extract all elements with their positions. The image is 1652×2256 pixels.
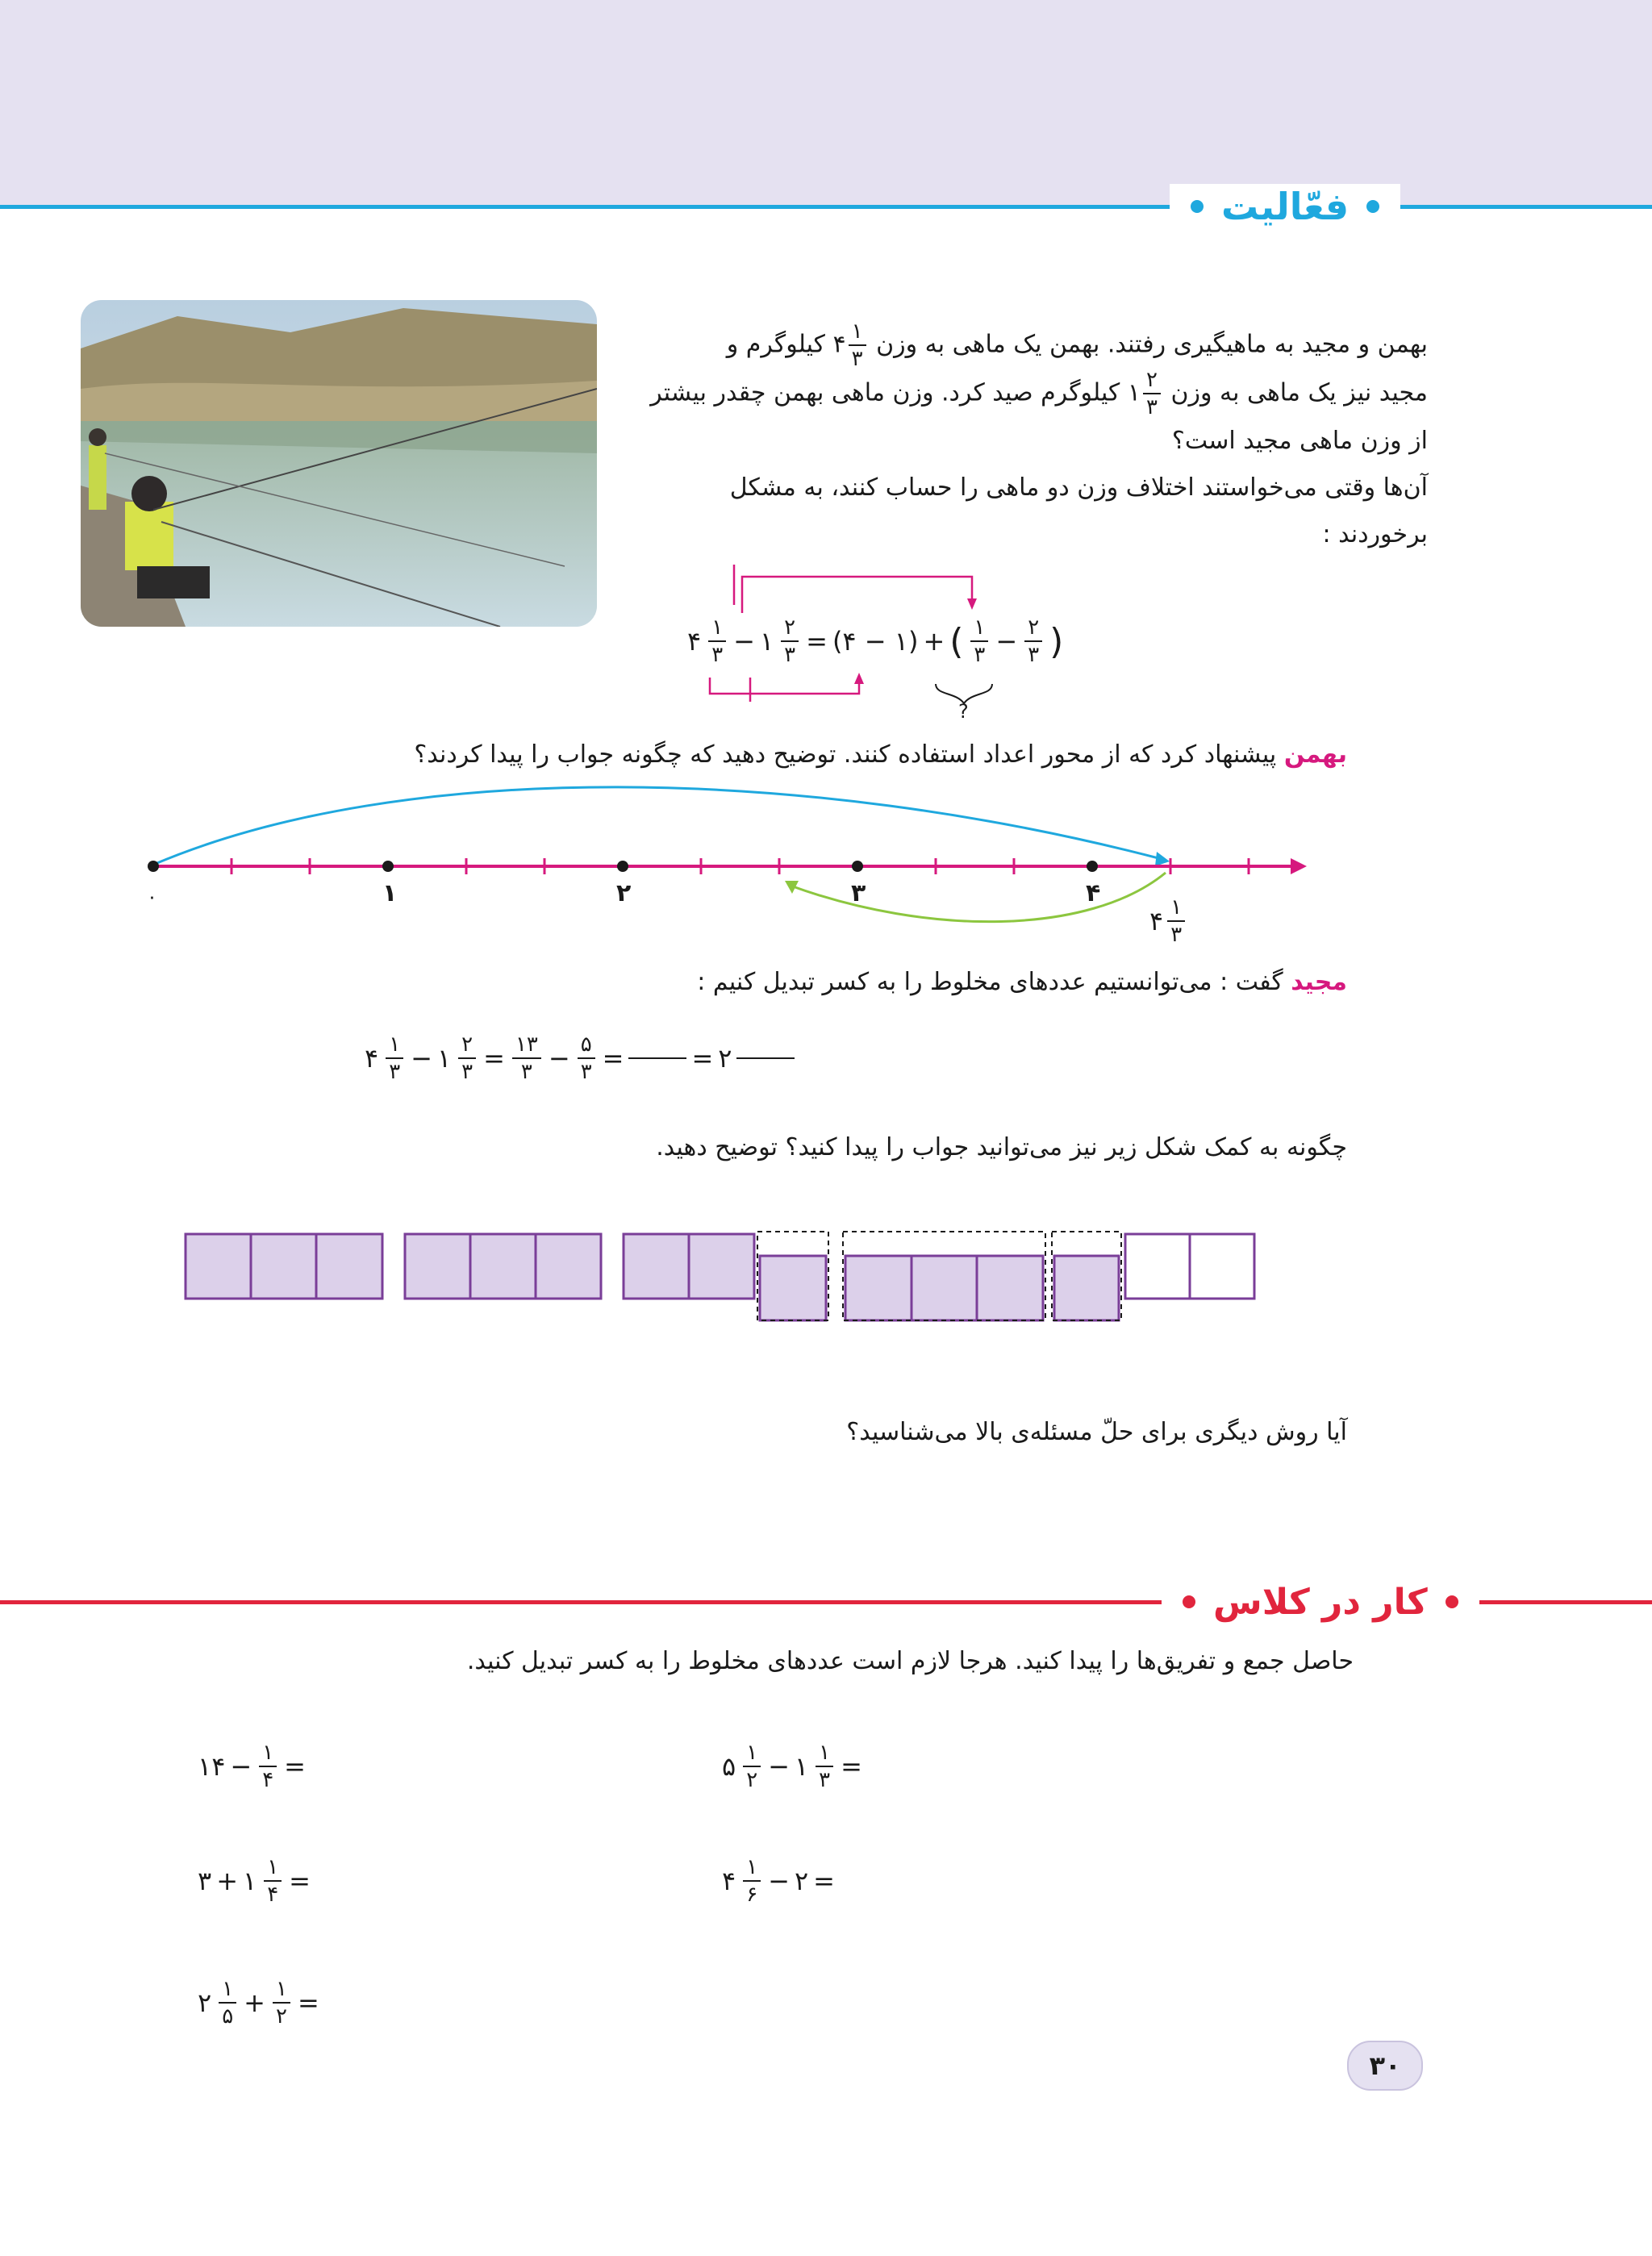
majid-text: گفت : می‌توانستیم عددهای مخلوط را به کسر تبدیل کنیم : <box>697 968 1291 996</box>
exercise-2: ۱۴ − $\frac{۱}{۴}$ = <box>198 1741 306 1792</box>
bullet-dot-icon <box>1191 200 1204 213</box>
close-paren: ) <box>1049 620 1064 662</box>
axis-marker: ۴ $\frac{۱}{۳}$ <box>1149 897 1187 945</box>
fraction: $\frac{۱}{۳}$ <box>1167 897 1185 945</box>
axis-label-0: ۰ <box>147 886 157 908</box>
fraction: $\frac{۱}{۳}$ <box>849 321 866 369</box>
majid-name: مجید <box>1291 968 1347 996</box>
problem-line: از وزن ماهی مجید است؟ <box>1171 427 1428 455</box>
fraction: $\frac{۱}{۵}$ <box>219 1979 236 2027</box>
bahman-text: پیشنهاد کرد که از محور اعداد استفاده کنند. توضیح دهید که چگونه جواب را پیدا کردند؟ <box>414 740 1284 769</box>
question-shape: چگونه به کمک شکل زیر نیز می‌توانید جواب را پیدا کنید؟ توضیح دهید. <box>656 1133 1347 1161</box>
bullet-dot-icon <box>1183 1595 1195 1608</box>
fraction: $\frac{۱}{۳}$ <box>970 617 988 665</box>
fraction: $\frac{۲}{۳}$ <box>458 1034 476 1082</box>
exercise-3: ۴ $\frac{۱}{۶}$ − ۲ = <box>722 1855 835 1907</box>
blank-fraction <box>736 1045 795 1059</box>
fraction: $\frac{۱}{۲}$ <box>743 1742 761 1791</box>
problem-line: مجید نیز یک ماهی به وزن $\frac{۲}{۳}$ ۱ کیلوگرم صید کرد. وزن ماهی بهمن چقدر بیشتر <box>650 368 1428 419</box>
fishing-photo <box>81 300 597 627</box>
minus-sign: − <box>995 626 1018 657</box>
minus-sign: − <box>733 626 755 657</box>
problem-line: بهمن و مجید به ماهیگیری رفتند. بهمن یک ماهی به وزن $\frac{۱}{۳}$ ۴ کیلوگرم و <box>726 319 1428 371</box>
activity-heading <box>1170 184 1400 229</box>
fraction: $\frac{۲}{۳}$ <box>1143 369 1161 418</box>
equation-1 <box>687 617 1063 665</box>
activity-title: فعّالیت <box>1221 185 1350 228</box>
problem-line: آن‌ها وقتی می‌خواستند اختلاف وزن دو ماهی را حساب کنند، به مشکل <box>729 473 1428 502</box>
question-mark: ? <box>958 700 969 723</box>
header-band <box>0 0 1652 206</box>
plus-sign: + <box>923 626 945 657</box>
fraction: $\frac{۲}{۳}$ <box>781 617 799 665</box>
fraction: $\frac{۱}{۶}$ <box>743 1857 761 1905</box>
equals-sign: = <box>806 626 828 657</box>
fraction: $\frac{۱۳}{۳}$ <box>512 1034 541 1082</box>
fraction: $\frac{۱}{۴}$ <box>264 1857 282 1905</box>
classwork-heading <box>1162 1579 1479 1624</box>
equation-2: ۴ $\frac{۱}{۳}$ − ۱ $\frac{۲}{۳}$ = $\frac{۱۳}{۳}$ − $\frac{۵}{۳}$ = = ۲ <box>365 1034 795 1082</box>
axis-label-3: ۳ <box>851 879 866 907</box>
majid-line <box>339 968 1347 996</box>
fraction: $\frac{۱}{۳}$ <box>386 1034 403 1082</box>
bahman-name: بهمن <box>1283 740 1347 769</box>
bullet-dot-icon <box>1446 1595 1458 1608</box>
bullet-dot-icon <box>1366 200 1379 213</box>
fraction: $\frac{۱}{۳}$ <box>816 1742 833 1791</box>
fraction: $\frac{۲}{۳}$ <box>1024 617 1042 665</box>
eq1-whole: ۴ <box>687 626 702 657</box>
problem-text <box>613 321 1428 558</box>
fraction: $\frac{۱}{۳}$ <box>708 617 726 665</box>
result-whole: ۲ <box>718 1043 732 1074</box>
axis-label-4: ۴ <box>1086 879 1101 907</box>
open-paren: ( <box>949 620 964 662</box>
classwork-instruction: حاصل جمع و تفریق‌ها را پیدا کنید. هرجا لازم است عددهای مخلوط را به کسر تبدیل کنید. <box>466 1647 1354 1675</box>
bar-model <box>181 1228 1266 1326</box>
axis-label-2: ۲ <box>616 879 632 907</box>
eq1-whole: ۱ <box>759 626 774 657</box>
classwork-title: کار در کلاس <box>1213 1581 1428 1623</box>
exercise-5: ۲ $\frac{۱}{۵}$ + $\frac{۱}{۲}$ = <box>198 1977 319 2029</box>
problem-line: برخوردند : <box>1322 520 1428 548</box>
axis-label-1: ۱ <box>382 879 398 907</box>
question-other: آیا روش دیگری برای حلّ مسئله‌ی بالا می‌شناسید؟ <box>846 1418 1347 1446</box>
exercise-1: ۵ $\frac{۱}{۲}$ − ۱ $\frac{۱}{۳}$ = <box>722 1741 862 1792</box>
exercise-4: ۳ + ۱ $\frac{۱}{۴}$ = <box>198 1855 311 1907</box>
fraction: $\frac{۱}{۲}$ <box>273 1979 290 2027</box>
activity-rule <box>0 205 1652 209</box>
integer-part: (۴ − ۱) <box>832 626 919 657</box>
fraction: $\frac{۱}{۴}$ <box>259 1742 277 1791</box>
bahman-line <box>339 740 1347 769</box>
fraction: $\frac{۵}{۳}$ <box>578 1034 595 1082</box>
page-number: ۳۰ <box>1347 2041 1423 2091</box>
blank-fraction <box>628 1045 686 1059</box>
